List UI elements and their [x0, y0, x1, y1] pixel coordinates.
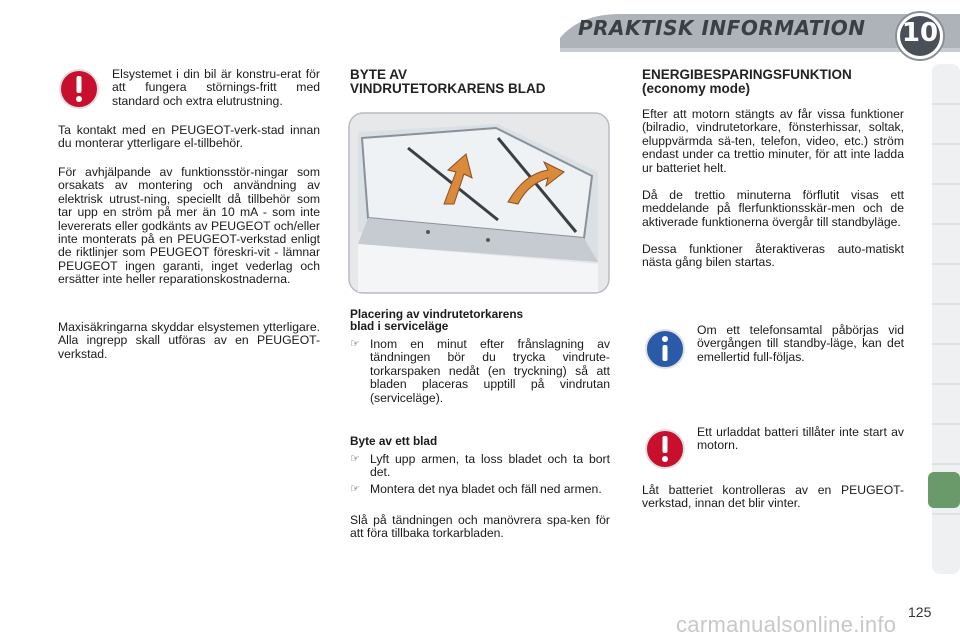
- heading-economy-line1: ENERGIBESPARINGSFUNKTION: [642, 67, 852, 82]
- bullet-service-position: [350, 337, 610, 405]
- bullet-fit-blade-text: Montera det nya bladet och fäll ned armen.: [370, 482, 602, 496]
- info-icon: [644, 328, 686, 370]
- page-number: 125: [908, 604, 932, 620]
- bullet-fit-blade: [350, 482, 610, 496]
- warning-text-electrical: Elsystemet i din bil är konstru-erat för att fungera störnings-fritt med standard och extra elutrustning.: [112, 67, 320, 108]
- chapter-number: 10: [901, 18, 939, 48]
- hand-pointer-icon: ☞: [350, 483, 360, 495]
- chapter-tabs: [928, 64, 960, 574]
- paragraph-economy-standby: Då de trettio minuterna förflutit visas ett meddelande på flerfunktionsskär-men och de aktiverade funktionerna övergår till standbyläge.: [642, 188, 904, 229]
- section-replace-blade-title: Byte av ett blad: [350, 434, 438, 448]
- bullet-lift-arm-text: Lyft upp armen, ta loss bladet och ta bort det.: [370, 452, 610, 480]
- bullet-lift-arm: [350, 452, 610, 480]
- paragraph-battery-check: Låt batteriet kontrolleras av en PEUGEOT-verkstad, innan det blir vinter.: [642, 483, 904, 511]
- hand-pointer-icon: ☞: [350, 338, 360, 350]
- windscreen-wiper-illustration: [348, 112, 610, 294]
- heading-economy-line2: (economy mode): [642, 81, 751, 96]
- paragraph-warranty: För avhjälpande av funktionsstör-ningar som orsakats av montering och användning av elektrisk utrust-ning, speciellt då tillbehör som tar upp en ström på mer än 10 mA - som inte levererats eller godkänts av PEUGEOT och/eller inte monterats på en PEUGEOT-verkstad enligt de riktlinjer som PEUGEOT föreskri-vit - lämnar PEUGEOT ingen garanti, inget vederlag och ersätter inte heller reparationskostnaderna.: [58, 165, 320, 287]
- paragraph-contact-workshop: Ta kontakt med en PEUGEOT-verk-stad innan du monterar ytterligare el-tillbehör.: [58, 123, 320, 151]
- warning-icon: [58, 68, 100, 110]
- paragraph-economy-reactivate: Dessa funktioner återaktiveras auto-matiskt nästa gång bilen startas.: [642, 242, 904, 270]
- bullet-service-position-text: Inom en minut efter frånslagning av tändningen bör du trycka vindrute-torkarspaken nedåt (en tryckning) så att bladen placeras upptill på vindrutan (serviceläge).: [370, 337, 610, 405]
- page-header-title: PRAKTISK INFORMATION: [578, 16, 866, 40]
- heading-wiper-line1: BYTE AV: [350, 67, 408, 82]
- section-service-position-title-line2: blad i serviceläge: [350, 319, 449, 333]
- warning-text-battery: Ett urladdat batteri tillåter inte start av motorn.: [697, 425, 904, 453]
- paragraph-economy-intro: Efter att motorn stängts av får vissa funktioner (bilradio, vindrutetorkare, fönsterhissar, soltak, eluppvärmda sä-ten, telefon, video, etc.) ström endast under ca trettio minuter, för att inte ladda ur batteriet helt.: [642, 107, 904, 175]
- watermark: carmanualsonline.info: [676, 612, 897, 637]
- paragraph-ignition: Slå på tändningen och manövrera spa-ken för att föra tillbaka torkarbladen.: [350, 513, 610, 541]
- section-service-position-title-line1: Placering av vindrutetorkarens: [350, 307, 524, 321]
- heading-wiper-line2: VINDRUTETORKARENS BLAD: [350, 81, 546, 96]
- warning-icon: [644, 428, 686, 470]
- paragraph-fuses: Maxisäkringarna skyddar elsystemen ytterligare. Alla ingrepp skall utföras av en PEUGEOT-verkstad.: [58, 320, 320, 361]
- info-text-phone-call: Om ett telefonsamtal påbörjas vid övergången till standby-läge, kan det emellertid full-följas.: [697, 323, 904, 364]
- hand-pointer-icon: ☞: [350, 453, 360, 465]
